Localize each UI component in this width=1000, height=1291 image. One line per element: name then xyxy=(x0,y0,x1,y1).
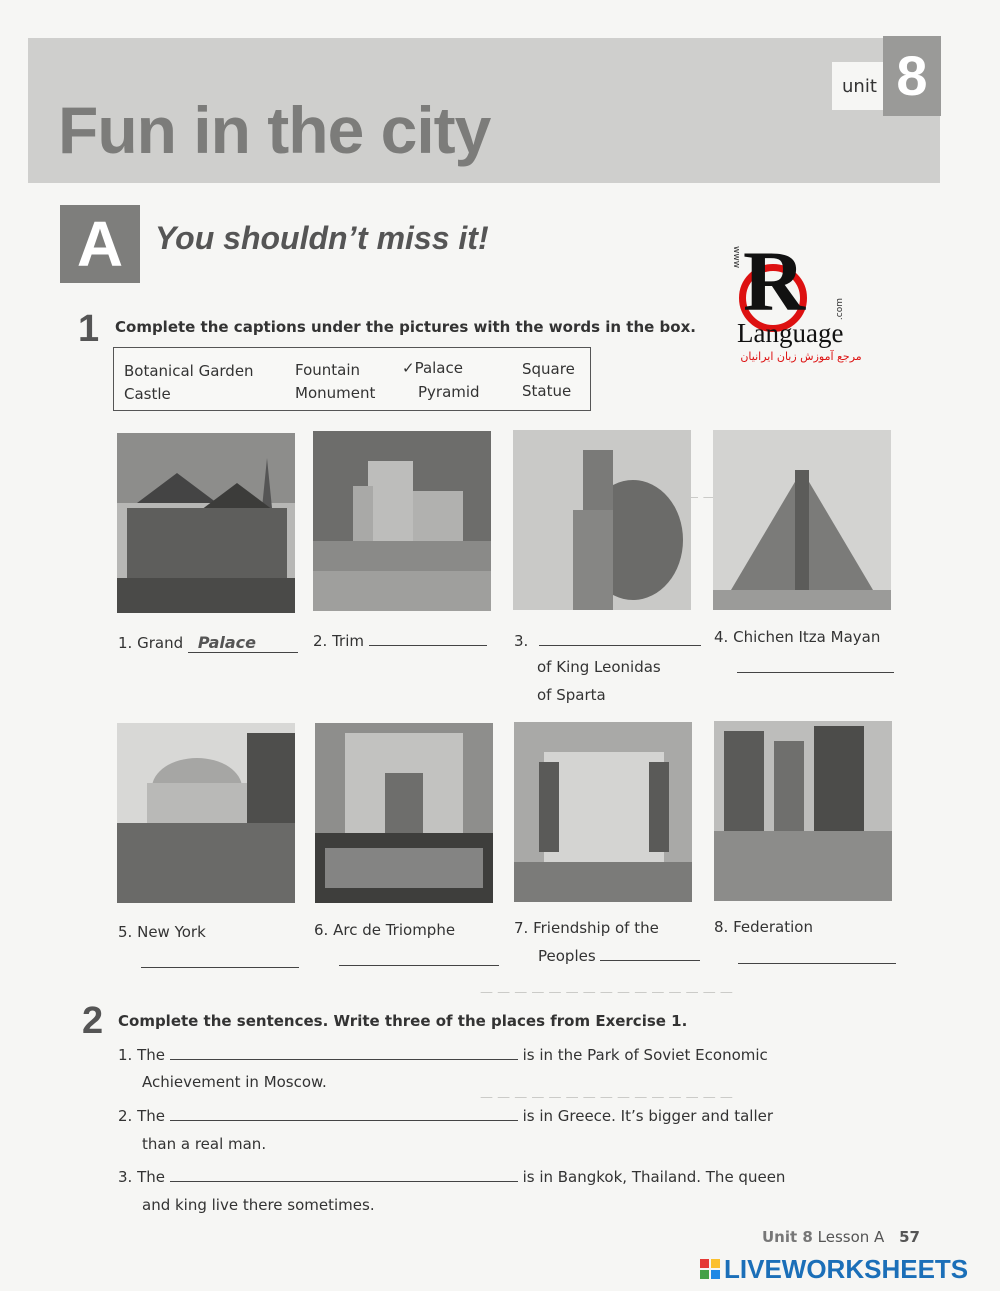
sentence-blank-2[interactable] xyxy=(170,1120,518,1121)
bleed-through-text: — — — — — — — — — — — — — — — xyxy=(480,985,733,1000)
answer-blank-8[interactable] xyxy=(738,949,896,964)
sentence-number: 1. xyxy=(118,1046,133,1064)
pyramid-image xyxy=(713,430,891,610)
footer-unit: Unit 8 xyxy=(762,1228,813,1246)
caption-text: Federation xyxy=(733,918,813,936)
caption-number: 2. xyxy=(313,632,328,650)
answer-blank-4[interactable] xyxy=(737,658,894,673)
caption-number: 5. xyxy=(118,923,133,941)
footer-page-number: 57 xyxy=(899,1228,920,1246)
leonidas-statue-photo xyxy=(513,430,691,610)
answer-blank-7[interactable] xyxy=(600,960,700,961)
caption-number: 7. xyxy=(514,919,529,937)
exercise-1-instruction: Complete the captions under the pictures with the words in the box. xyxy=(115,318,696,336)
word-box-item: Castle xyxy=(124,385,171,403)
caption-number: 6. xyxy=(314,921,329,939)
sentence-end: is in Bangkok, Thailand. The queen xyxy=(522,1168,786,1186)
sentence-1-cont: Achievement in Moscow. xyxy=(142,1073,327,1091)
page-title: Fun in the city xyxy=(58,93,491,167)
caption-number: 1. xyxy=(118,634,133,652)
arc-de-triomphe-image xyxy=(315,723,493,903)
caption-6 xyxy=(314,921,455,939)
caption-text: Peoples xyxy=(538,947,596,965)
exercise-2-instruction: Complete the sentences. Write three of the places from Exercise 1. xyxy=(118,1012,688,1030)
bleed-through-text: — — — — — — — — — — — — — — — xyxy=(480,1090,733,1105)
caption-2 xyxy=(313,632,487,650)
caption-1 xyxy=(118,633,298,653)
federation-square-image xyxy=(714,721,892,901)
caption-text: Grand xyxy=(137,634,184,652)
section-letter: A xyxy=(60,205,140,283)
sentence-2-cont: than a real man. xyxy=(142,1135,267,1153)
caption-text: Chichen Itza Mayan xyxy=(733,628,881,646)
word-box-item: Square xyxy=(522,360,575,378)
word-box-item: Statue xyxy=(522,382,572,400)
fountain-image xyxy=(514,722,692,902)
word-box-item: Fountain xyxy=(295,361,361,379)
caption-number: 8. xyxy=(714,918,729,936)
word-box-item: Monument xyxy=(295,384,376,402)
grand-palace-photo xyxy=(117,433,295,613)
word-box-item: Pyramid xyxy=(418,383,480,401)
exercise-1-number: 1 xyxy=(78,308,100,350)
federation-square-photo xyxy=(714,721,892,901)
trim-castle-image xyxy=(313,431,491,611)
answer-blank-6[interactable] xyxy=(339,951,499,966)
caption-text: Arc de Triomphe xyxy=(333,921,456,939)
botanical-garden-image xyxy=(117,723,295,903)
liveworksheets-text: LIVEWORKSHEETS xyxy=(724,1253,969,1284)
leonidas-statue-image xyxy=(513,430,691,610)
word-box-item: Botanical Garden xyxy=(124,362,254,380)
bleed-through-text: — — xyxy=(685,490,716,505)
caption-3-line2: of King Leonidas xyxy=(537,658,661,676)
caption-number: 4. xyxy=(714,628,729,646)
unit-label: unit xyxy=(842,76,877,97)
pyramid-photo xyxy=(713,430,891,610)
logo-language: Language xyxy=(737,318,844,348)
caption-3-line3: of Sparta xyxy=(537,686,606,704)
trim-castle-photo xyxy=(313,431,491,611)
sentence-2 xyxy=(118,1107,773,1125)
caption-4 xyxy=(714,628,880,646)
caption-7 xyxy=(514,919,659,937)
icon-square xyxy=(700,1270,709,1279)
sentence-start: The xyxy=(137,1107,165,1125)
caption-text: New York xyxy=(137,923,206,941)
logo-tagline: مرجع آموزش زبان ایرانیان xyxy=(740,350,862,363)
sentence-3-cont: and king live there sometimes. xyxy=(142,1196,375,1214)
sentence-3 xyxy=(118,1168,785,1186)
sentence-end: is in Greece. It’s bigger and taller xyxy=(522,1107,774,1125)
caption-text: Trim xyxy=(332,632,364,650)
icon-square xyxy=(700,1259,709,1268)
logo-com: .com xyxy=(835,298,845,321)
section-title: You shouldn’t miss it! xyxy=(155,220,489,256)
answer-blank-5[interactable] xyxy=(141,953,299,968)
footer-lesson: Lesson A xyxy=(817,1228,885,1246)
answer-blank-2[interactable] xyxy=(369,645,487,646)
logo-letter: R xyxy=(743,233,806,329)
sentence-end: is in the Park of Soviet Economic xyxy=(522,1046,768,1064)
botanical-garden-photo xyxy=(117,723,295,903)
arc-de-triomphe-photo xyxy=(315,723,493,903)
sentence-start: The xyxy=(137,1046,165,1064)
logo-www: www xyxy=(731,246,741,269)
exercise-2-number: 2 xyxy=(82,1000,104,1042)
answer-blank-1[interactable] xyxy=(188,633,298,653)
caption-5 xyxy=(118,923,206,941)
fountain-photo xyxy=(514,722,692,902)
caption-8 xyxy=(714,918,813,936)
sentence-number: 3. xyxy=(118,1168,133,1186)
sentence-blank-1[interactable] xyxy=(170,1059,518,1060)
page-footer xyxy=(762,1228,920,1246)
grand-palace-image xyxy=(117,433,295,613)
sentence-blank-3[interactable] xyxy=(170,1181,518,1182)
sentence-start: The xyxy=(137,1168,165,1186)
caption-7-line2 xyxy=(538,947,700,965)
icon-square xyxy=(711,1259,720,1268)
answer-text: Palace xyxy=(197,633,257,652)
answer-blank-3[interactable] xyxy=(539,645,701,646)
unit-number: 8 xyxy=(883,36,941,116)
ir-language-logo xyxy=(731,233,865,368)
word-box-item: ✓Palace xyxy=(402,359,463,377)
liveworksheets-icon xyxy=(700,1259,720,1279)
sentence-1 xyxy=(118,1046,768,1064)
sentence-number: 2. xyxy=(118,1107,133,1125)
liveworksheets-brand xyxy=(700,1253,968,1285)
icon-square xyxy=(711,1270,720,1279)
caption-text: Friendship of the xyxy=(533,919,659,937)
caption-number: 3. xyxy=(514,632,529,650)
caption-3 xyxy=(514,632,701,650)
